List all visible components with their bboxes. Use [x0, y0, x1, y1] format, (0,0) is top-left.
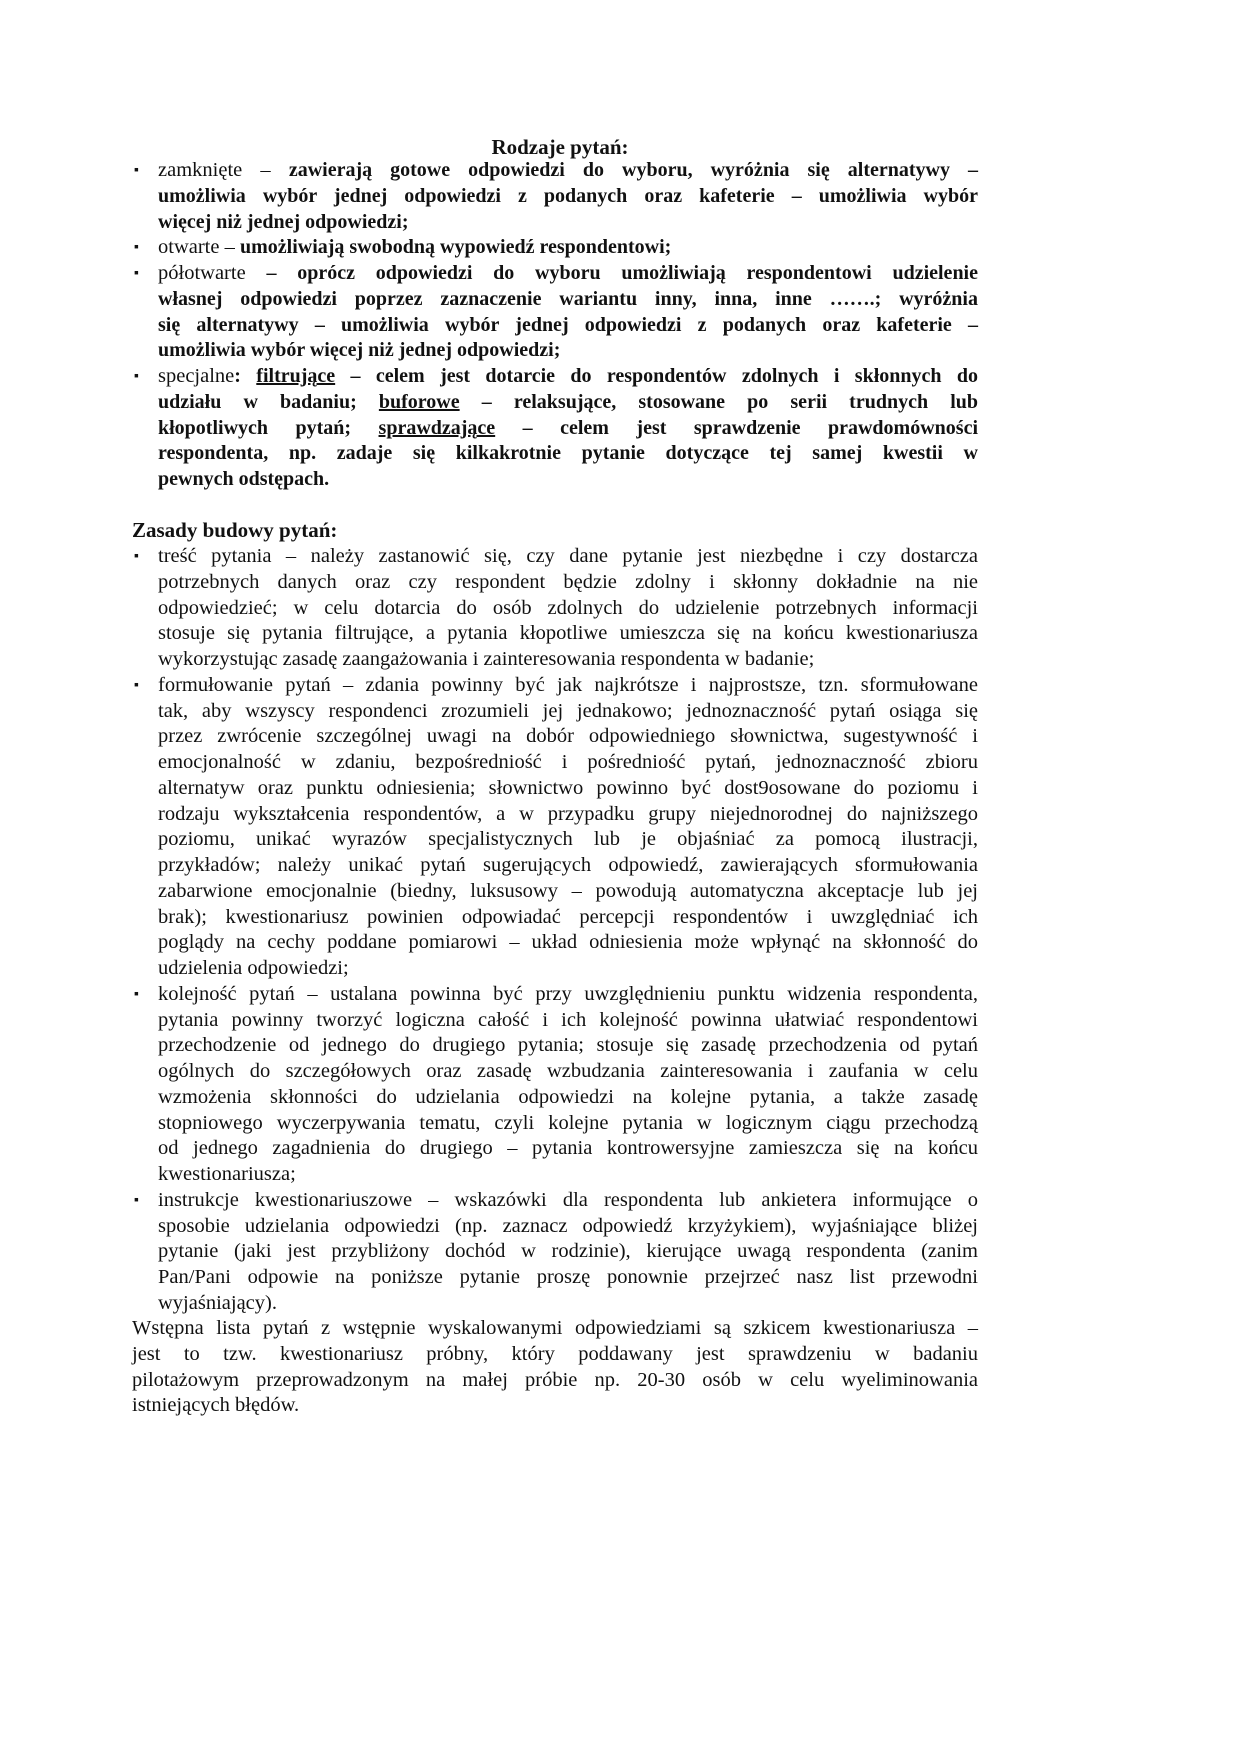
text-line [158, 827, 978, 853]
text-segment: specjalne [158, 365, 235, 387]
text-segment: od jednego zagadnienia do drugiego – pytania kontrowersyjne zamieszcza się na końcu [158, 1137, 978, 1160]
text-line [158, 184, 978, 210]
list-item [132, 261, 978, 364]
bullet-icon: ▪ [134, 266, 139, 281]
text-segment: jest to tzw. kwestionariusz próbny, który poddawany jest sprawdzeniu w badaniu [132, 1342, 978, 1365]
text-line [158, 544, 978, 570]
text-line [158, 1085, 978, 1111]
underlined-term: sprawdzające [378, 416, 496, 439]
text-line [158, 338, 978, 364]
text-segment: otwarte – [158, 236, 240, 259]
question-types-list [132, 158, 978, 493]
text-segment: treść pytania – należy zastanowić się, czy dane pytanie jest niezbędne i czy dostarcza [158, 545, 978, 567]
text-line [158, 750, 978, 776]
text-segment: przez zwrócenie szczególnej uwagi na dobór odpowiedniego słownictwa, sugestywność i [158, 725, 978, 748]
text-line [158, 1059, 978, 1085]
bullet-icon: ▪ [134, 369, 139, 384]
text-line [132, 1368, 978, 1394]
bold-text: kłopotliwych pytań; [158, 416, 379, 439]
text-segment: formułowanie pytań – zdania powinny być jak najkrótsze i najprostsze, tzn. sformułowane [158, 673, 978, 696]
text-line [158, 1265, 978, 1291]
text-segment: Wstępna lista pytań z wstępnie wyskalowanymi odpowiedziami są szkicem kwestionariusza – [132, 1317, 978, 1339]
text-line [132, 1393, 978, 1419]
text-segment: instrukcje kwestionariuszowe – wskazówki dla respondenta lub ankietera informujące o [158, 1188, 978, 1211]
text-line [158, 1136, 978, 1162]
question-rules-list [132, 544, 978, 1317]
bullet-icon: ▪ [134, 986, 139, 1002]
text-line [158, 1239, 978, 1265]
list-item [132, 673, 978, 982]
text-line [158, 1188, 978, 1214]
bold-text: własnej odpowiedzi poprzez zaznaczenie wariantu inny, inna, inne …….; wyróżnia [158, 287, 978, 310]
text-segment: pilotażowym przeprowadzonym na małej próbie np. 20-30 osób w celu wyeliminowania [132, 1368, 978, 1391]
bold-text: więcej niż jednej odpowiedzi; [158, 210, 409, 233]
bold-text: umożliwiają swobodną wypowiedź respondentowi; [239, 236, 672, 259]
text-line [132, 1342, 978, 1368]
text-segment: pytania powinny tworzyć logiczna całość i ich kolejność powinna ułatwiać respondentowi [158, 1008, 978, 1031]
list-item [132, 235, 978, 261]
text-line [158, 210, 978, 236]
text-line [158, 416, 978, 442]
text-line [158, 724, 978, 750]
text-segment: półotwarte [158, 262, 267, 284]
text-line [158, 287, 978, 313]
section-heading-rules: Zasady budowy pytań: [132, 518, 338, 542]
bold-text: – relaksujące, stosowane po serii trudnych lub [459, 390, 979, 413]
text-line [158, 673, 978, 699]
text-line [158, 1111, 978, 1137]
text-line [158, 930, 978, 956]
text-segment: sposobie udzielania odpowiedzi (np. zaznacz odpowiedź krzyżykiem), wyjaśniające bliżej [158, 1214, 978, 1237]
text-segment: udzielenia odpowiedzi; [158, 957, 349, 979]
bold-text: pewnych odstępach. [158, 468, 330, 490]
text-segment: stopniowego wyczerpywania tematu, czyli kolejne pytania w logicznym ciągu przechodzą [158, 1111, 978, 1134]
text-segment: alternatyw oraz punktu odniesienia; słownictwo powinno być dost9osowane do poziomu i [158, 776, 978, 799]
text-line [158, 1291, 978, 1317]
text-line [158, 853, 978, 879]
bold-text: umożliwia wybór jednej odpowiedzi z podanych oraz kafeterie – umożliwia wybór [158, 184, 978, 207]
text-line [158, 441, 978, 467]
bold-text: – celem jest sprawdzenie prawdomówności [495, 416, 979, 439]
bullet-icon: ▪ [134, 163, 139, 178]
underlined-term: filtrujące [256, 365, 336, 387]
text-line [158, 596, 978, 622]
text-line [158, 1214, 978, 1240]
list-item [132, 158, 978, 235]
text-line [158, 467, 978, 493]
text-line [158, 621, 978, 647]
text-segment: zabarwione emocjonalnie (biedny, luksusowy – powodują automatyczna akceptacje lub jej [158, 879, 978, 902]
bullet-icon: ▪ [134, 240, 139, 256]
text-line [158, 1162, 978, 1188]
text-line [132, 1316, 978, 1342]
text-line [158, 776, 978, 802]
text-line [158, 982, 978, 1008]
text-line [158, 956, 978, 982]
text-segment: ogólnych do szczegółowych oraz zasadę wzbudzania zainteresowania i zaufania w celu [158, 1060, 978, 1082]
text-segment: przechodzenie od jednego do drugiego pytania; stosuje się zasadę przechodzenia od pytań [158, 1034, 978, 1057]
text-segment: zamknięte – [158, 159, 289, 181]
text-segment: pytanie (jaki jest przybliżony dochód w rodzinie), kierujące uwagą respondenta (zanim [158, 1240, 978, 1263]
text-line [158, 1008, 978, 1034]
bold-text: się alternatywy – umożliwia wybór jednej odpowiedzi z podanych oraz kafeterie – [158, 313, 978, 336]
text-segment: rodzaju wykształcenia respondentów, a w przypadku grupy niejednorodnej do najniższego [158, 802, 978, 825]
list-item [132, 544, 978, 673]
list-item [132, 1188, 978, 1317]
text-line [158, 570, 978, 596]
bold-text: zawierają gotowe odpowiedzi do wyboru, wyróżnia się alternatywy – [288, 159, 979, 181]
text-line [158, 699, 978, 725]
text-line [158, 647, 978, 673]
text-segment: Pan/Pani odpowie na poniższe pytanie proszę ponownie przejrzeć nasz list przewodni [158, 1266, 978, 1288]
text-segment: kwestionariusza; [158, 1163, 296, 1185]
bullet-icon: ▪ [134, 1192, 139, 1208]
bold-text: respondenta, np. zadaje się kilkakrotnie pytanie dotyczące tej samej kwestii w [158, 442, 978, 465]
text-line [158, 879, 978, 905]
bold-text: – celem jest dotarcie do respondentów zdolnych i skłonnych do [335, 365, 978, 387]
text-line [158, 158, 978, 184]
list-item [132, 364, 978, 493]
list-item [132, 982, 978, 1188]
closing-paragraph [132, 1316, 978, 1419]
bullet-icon: ▪ [134, 549, 139, 564]
bold-text: udziału w badaniu; [158, 390, 379, 413]
text-segment: brak); kwestionariusz powinien odpowiadać percepcji respondentów i uwzględniać ich [158, 905, 978, 928]
bullet-icon: ▪ [134, 677, 139, 693]
text-segment: odpowiedzieć; w celu dotarcia do osób zdolnych do udzielenie potrzebnych informacji [158, 596, 978, 619]
text-segment: wykorzystując zasadę zaangażowania i zainteresowania respondenta w badanie; [158, 648, 815, 670]
text-line [158, 261, 978, 287]
text-segment: istniejących błędów. [132, 1394, 300, 1417]
bold-text: – oprócz odpowiedzi do wyboru umożliwiają respondentowi udzielenie [266, 262, 978, 284]
text-segment: poziomu, unikać wyrazów specjalistycznych lub je objaśniać za pomocą ilustracji, [158, 828, 978, 851]
text-segment: tak, aby wszyscy respondenci zrozumieli jej jednakowo; jednoznaczność pytań osiąga się [158, 699, 978, 722]
text-segment: kolejność pytań – ustalana powinna być przy uwzględnieniu punktu widzenia respondenta, [158, 982, 978, 1005]
text-segment: potrzebnych danych oraz czy respondent będzie zdolny i skłonny dokładnie na nie [158, 570, 978, 593]
text-line [158, 390, 978, 416]
text-line [158, 313, 978, 339]
text-segment: stosuje się pytania filtrujące, a pytania kłopotliwe umieszcza się na końcu kwestionariusza [158, 622, 978, 645]
page-title: Rodzaje pytań: [491, 135, 629, 159]
text-segment: przykładów; należy unikać pytań sugerujących odpowiedź, zawierających sformułowania [158, 854, 978, 876]
text-segment: wyjaśniający). [158, 1291, 277, 1314]
text-line [158, 802, 978, 828]
text-line [158, 1033, 978, 1059]
underlined-term: buforowe [378, 390, 460, 413]
text-segment: emocjonalność w zdaniu, bezpośredniość i pośredniość pytań, jednoznaczność zbioru [158, 751, 978, 773]
bold-text: umożliwia wybór więcej niż jednej odpowiedzi; [158, 339, 561, 362]
text-line [158, 905, 978, 931]
text-segment: poglądy na cechy poddane pomiarowi – układ odniesienia może wpłynąć na skłonność do [158, 931, 978, 954]
text-line [158, 364, 978, 390]
bold-text: : [234, 365, 257, 387]
text-line [158, 235, 978, 261]
text-segment: wzmożenia skłonności do udzielania odpowiedzi na kolejne pytania, a także zasadę [158, 1085, 978, 1108]
